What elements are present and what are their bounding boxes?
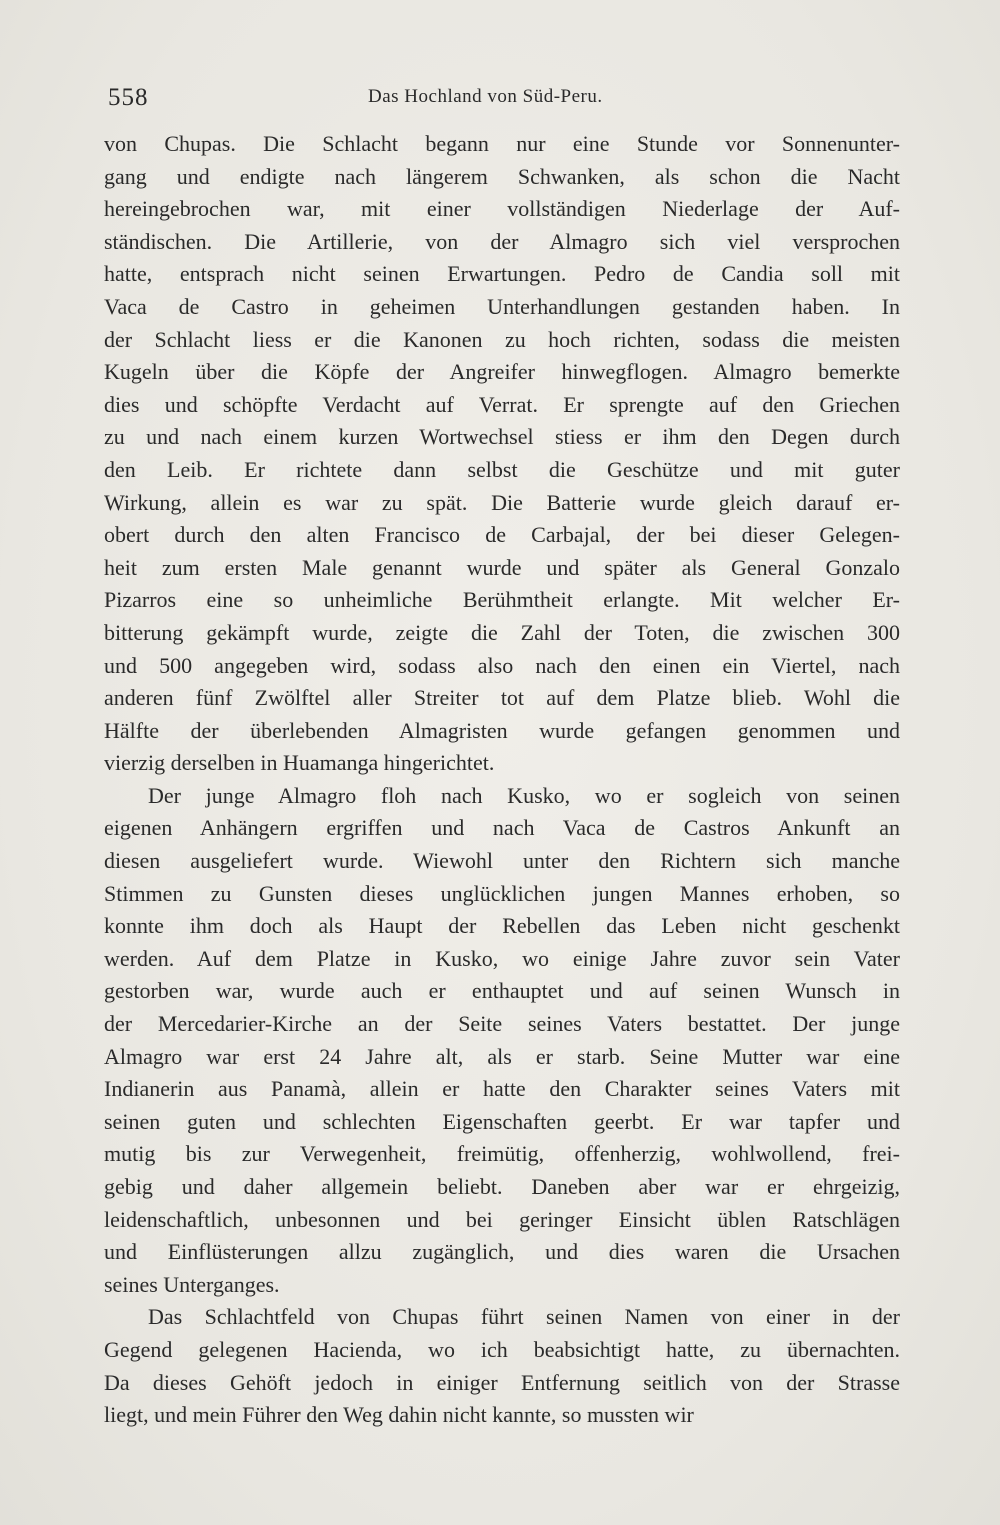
text-line: bitterung gekämpft wurde, zeigte die Zahl der Toten, die zwischen 300 bbox=[104, 619, 900, 645]
text-line: eigenen Anhängern ergriffen und nach Vaca de Castros Ankunft an bbox=[104, 815, 900, 841]
text-line: Stimmen zu Gunsten dieses unglücklichen jungen Mannes erhoben, so bbox=[104, 880, 900, 906]
text-line: von Chupas. Die Schlacht begann nur eine Stunde vor Sonnenunter- bbox=[104, 131, 900, 156]
text-line: und Einflüsterungen allzu zugänglich, und dies waren die Ursachen bbox=[104, 1239, 900, 1265]
page-header bbox=[108, 78, 898, 118]
text-line: hereingebrochen war, mit einer vollständigen Niederlage der Auf- bbox=[104, 196, 900, 222]
body-text bbox=[104, 128, 900, 1432]
text-line: seinen guten und schlechten Eigenschaften geerbt. Er war tapfer und bbox=[104, 1108, 900, 1134]
text-line: mutig bis zur Verwegenheit, freimütig, offenherzig, wohlwollend, frei- bbox=[104, 1141, 900, 1167]
paragraph bbox=[104, 780, 900, 1302]
text-line: Wirkung, allein es war zu spät. Die Batterie wurde gleich darauf er- bbox=[104, 489, 900, 515]
text-line: diesen ausgeliefert wurde. Wiewohl unter den Richtern sich manche bbox=[104, 848, 900, 874]
text-line: Kugeln über die Köpfe der Angreifer hinwegflogen. Almagro bemerkte bbox=[104, 359, 900, 385]
text-line: Der junge Almagro floh nach Kusko, wo er sogleich von seinen bbox=[148, 782, 900, 808]
text-line: Vaca de Castro in geheimen Unterhandlungen gestanden haben. In bbox=[104, 293, 900, 319]
paragraph bbox=[104, 1301, 900, 1431]
text-line: der Mercedarier-Kirche an der Seite seines Vaters bestattet. Der junge bbox=[104, 1011, 900, 1037]
text-line: der Schlacht liess er die Kanonen zu hoch richten, sodass die meisten bbox=[104, 326, 900, 352]
running-head: Das Hochland von Süd-Peru. bbox=[368, 86, 603, 107]
text-line: vierzig derselben in Huamanga hingerichtet. bbox=[104, 750, 495, 776]
text-line: ständischen. Die Artillerie, von der Almagro sich viel versprochen bbox=[104, 228, 900, 254]
text-line: gebig und daher allgemein beliebt. Daneben aber war er ehrgeizig, bbox=[104, 1174, 900, 1199]
text-line: seines Unterganges. bbox=[104, 1271, 280, 1297]
text-line: zu und nach einem kurzen Wortwechsel stiess er ihm den Degen durch bbox=[104, 424, 900, 450]
text-line: anderen fünf Zwölftel aller Streiter tot auf dem Platze blieb. Wohl die bbox=[104, 685, 900, 711]
text-line: heit zum ersten Male genannt wurde und später als General Gonzalo bbox=[104, 554, 900, 580]
text-line: Indianerin aus Panamà, allein er hatte den Charakter seines Vaters mit bbox=[104, 1076, 900, 1102]
text-line: den Leib. Er richtete dann selbst die Geschütze und mit guter bbox=[104, 456, 900, 482]
text-line: werden. Auf dem Platze in Kusko, wo einige Jahre zuvor sein Vater bbox=[104, 945, 900, 971]
text-line: Da dieses Gehöft jedoch in einiger Entfernung seitlich von der Strasse bbox=[104, 1369, 900, 1395]
text-line: Pizarros eine so unheimliche Berühmtheit erlangte. Mit welcher Er- bbox=[104, 587, 900, 613]
text-line: liegt, und mein Führer den Weg dahin nicht kannte, so mussten wir bbox=[104, 1402, 694, 1428]
paragraph bbox=[104, 128, 900, 780]
text-line: Hälfte der überlebenden Almagristen wurde gefangen genommen und bbox=[104, 717, 900, 743]
text-line: gang und endigte nach längerem Schwanken, als schon die Nacht bbox=[104, 163, 900, 189]
text-line: dies und schöpfte Verdacht auf Verrat. Er sprengte auf den Griechen bbox=[104, 391, 900, 417]
text-line: leidenschaftlich, unbesonnen und bei geringer Einsicht üblen Ratschlägen bbox=[104, 1206, 900, 1232]
text-line: konnte ihm doch als Haupt der Rebellen das Leben nicht geschenkt bbox=[104, 913, 900, 939]
page-number: 558 bbox=[108, 84, 149, 111]
text-line: hatte, entsprach nicht seinen Erwartungen. Pedro de Candia soll mit bbox=[104, 261, 900, 287]
text-line: obert durch den alten Francisco de Carbajal, der bei dieser Gelegen- bbox=[104, 522, 900, 548]
text-line: Gegend gelegenen Hacienda, wo ich beabsichtigt hatte, zu übernachten. bbox=[104, 1336, 900, 1362]
text-line: und 500 angegeben wird, sodass also nach den einen ein Viertel, nach bbox=[104, 652, 900, 678]
text-line: Das Schlachtfeld von Chupas führt seinen Namen von einer in der bbox=[148, 1304, 900, 1330]
text-line: gestorben war, wurde auch er enthauptet und auf seinen Wunsch in bbox=[104, 978, 900, 1004]
text-line: Almagro war erst 24 Jahre alt, als er starb. Seine Mutter war eine bbox=[104, 1043, 900, 1069]
